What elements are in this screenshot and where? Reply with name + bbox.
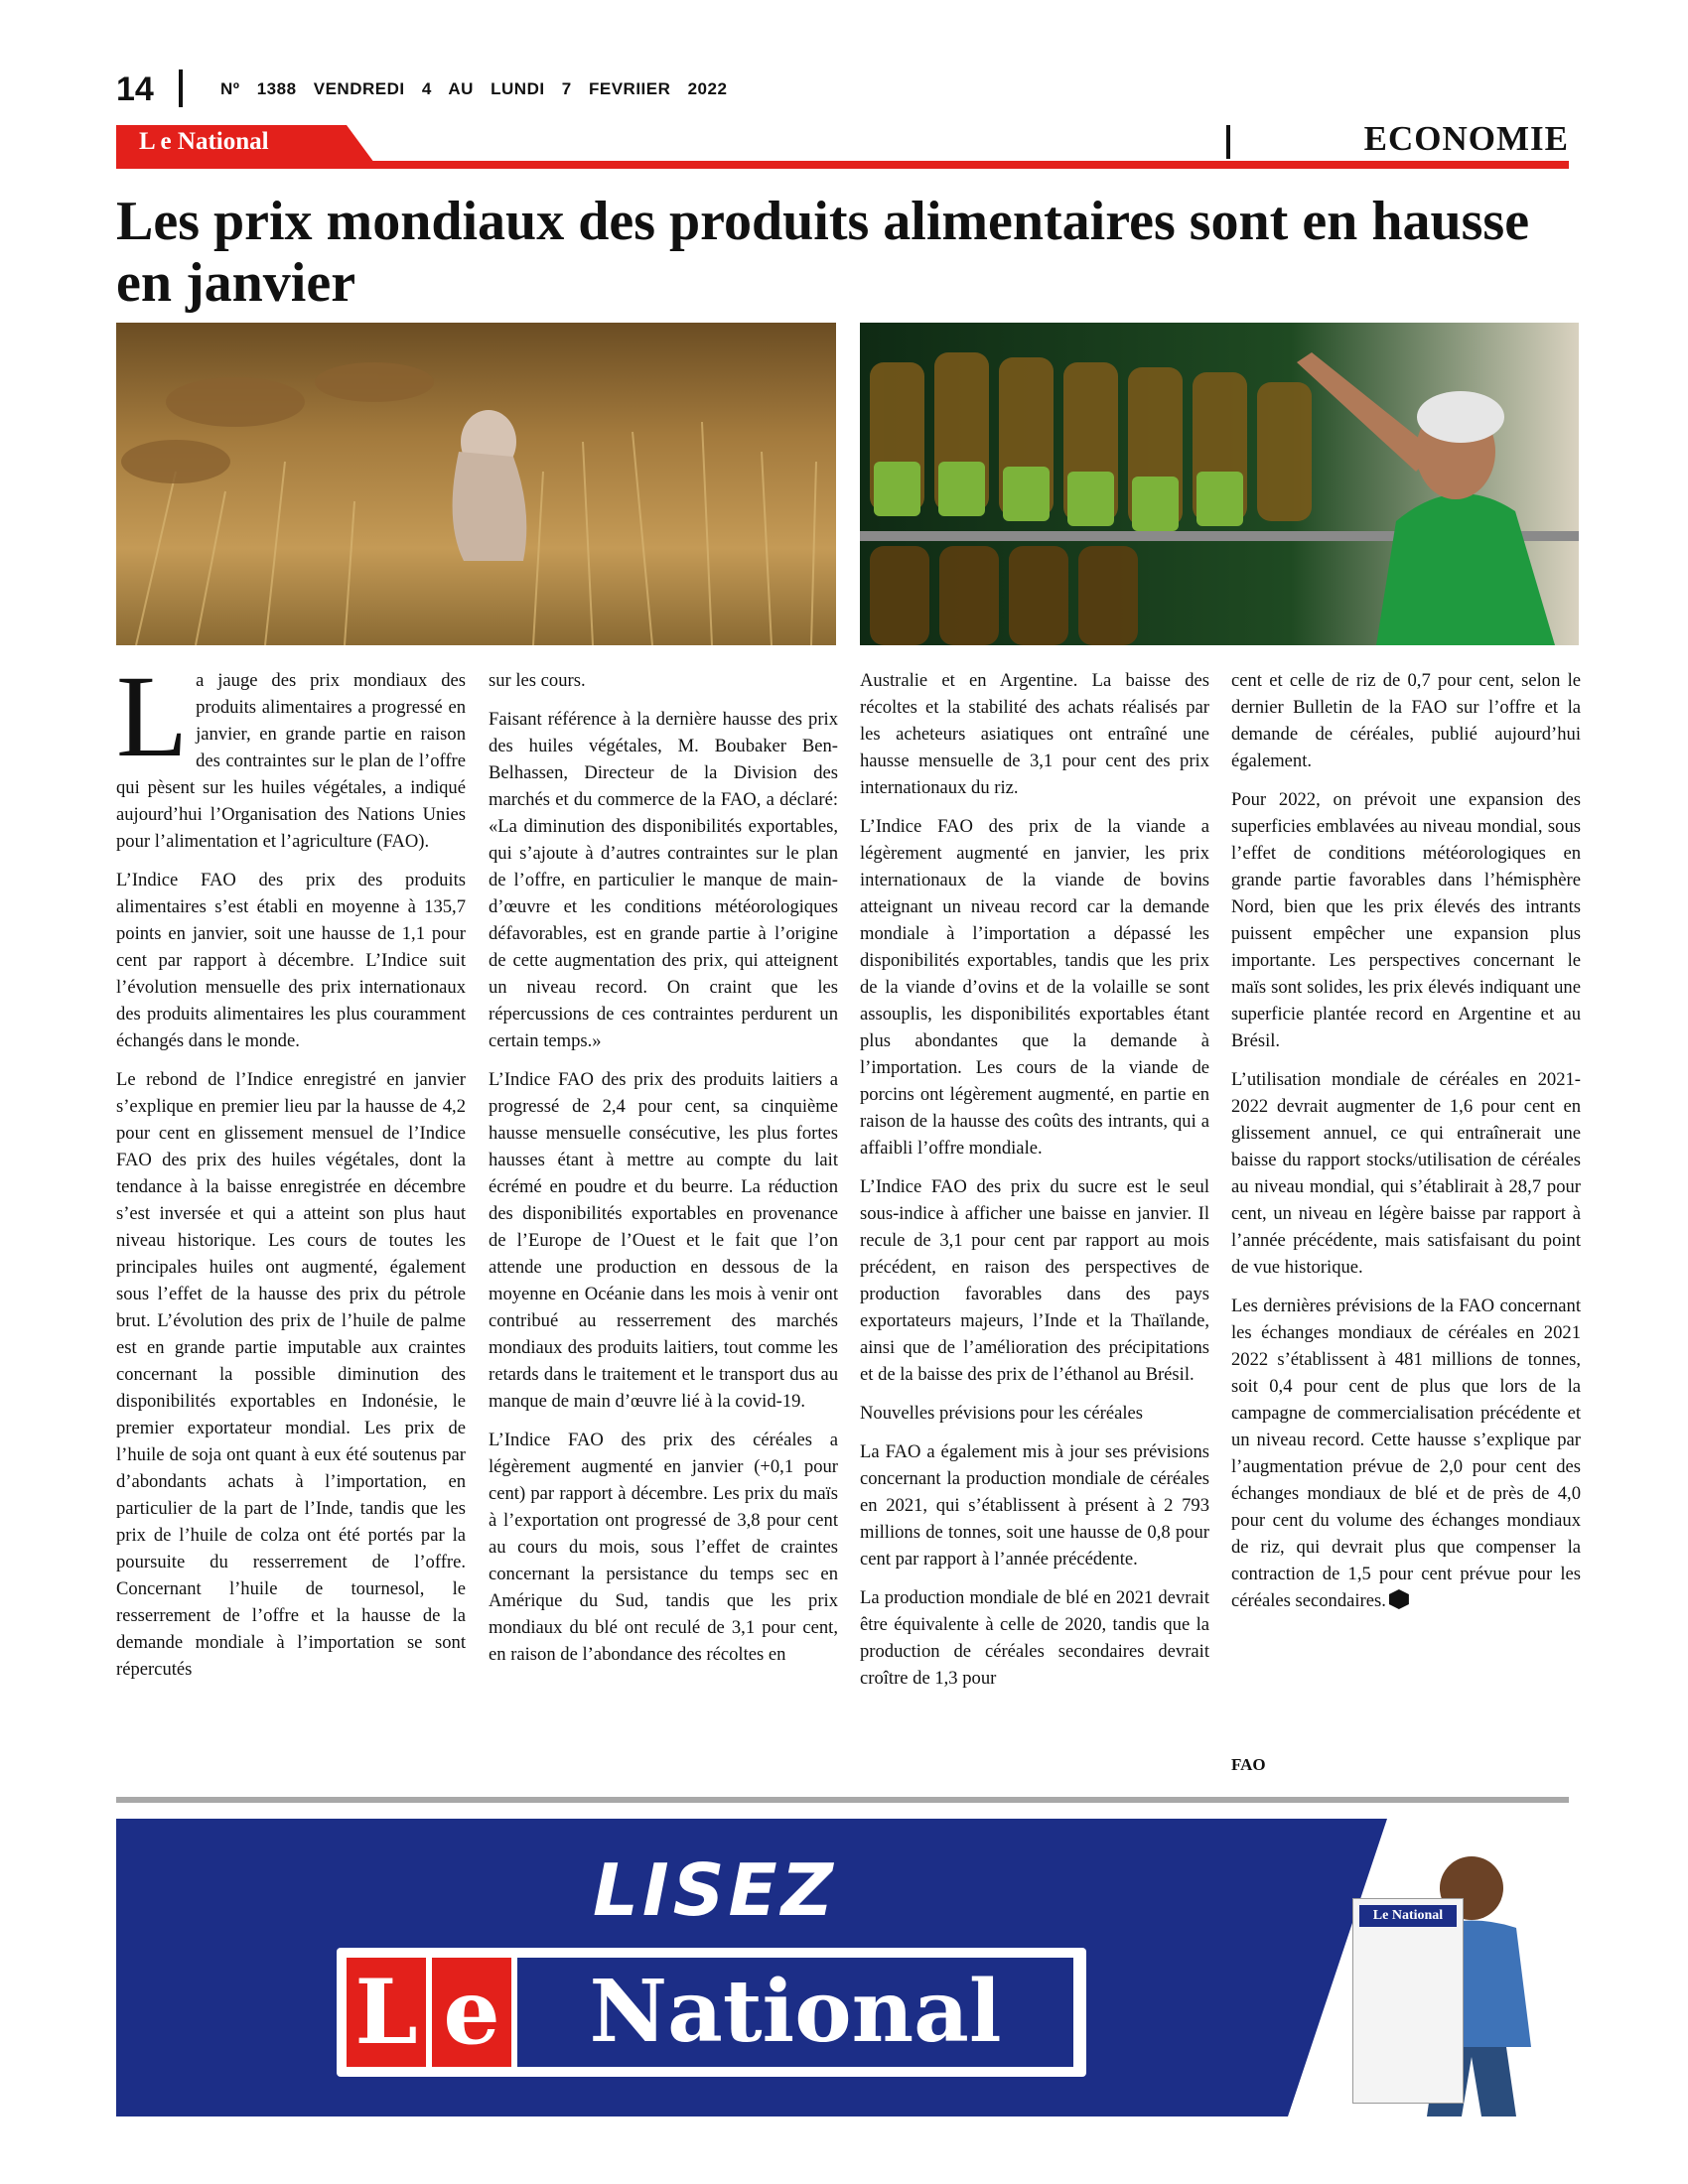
paragraph: L’Indice FAO des prix des produits alimentaires s’est établi en moyenne à 135,7 points en janvier, soit une hausse de 1,1 pour cent par rapport à décembre. L’Indice suit l’évolution mensuelle des prix internationaux des produits alimentaires les plus couramment échangés dans le monde. — [116, 870, 466, 1051]
paragraph: Pour 2022, on prévoit une expansion des superficies emblavées au niveau mondial, sous l’effet de conditions météorologiques en grande partie favorables dans l’hémisphère Nord, bien que les prix élevés des intrants puissent empêcher une expansion plus importante. Les perspectives concernant le maïs sont solides, les prix élevés indiquant une superficie plantée record en Argentine et au Brésil. — [1231, 789, 1581, 1051]
header-divider — [179, 69, 183, 107]
paragraph: La jauge des prix mondiaux des produits alimentaires a progressé en janvier, en grande partie en raison des contraintes sur le plan de l’offre qui pèsent sur les huiles végétales, a indiqué aujourd’hui l’Organisation des Nations Unies pour l’alimentation et l’agriculture (FAO). — [116, 651, 466, 852]
paragraph: L’Indice FAO des prix des céréales a légèrement augmenté en janvier (+0,1 pour cent) par rapport à décembre. Les prix du maïs à l’exportation ont progressé de 3,8 pour cent au cours du mois, sous l’effet de craintes concernant la persistance du temps sec en Amérique du Sud, tandis que les prix mondiaux du blé ont reculé de 3,1 pour cent, en raison de l’abondance des récoltes en — [489, 1430, 838, 1665]
section-divider — [1226, 125, 1230, 159]
ad-logo — [337, 1948, 1086, 2077]
paragraph: La production mondiale de blé en 2021 devrait être équivalente à celle de 2020, tandis que la production de céréales secondaires devrait croître de 1,3 pour — [860, 1587, 1209, 1689]
paragraph: L’Indice FAO des prix des produits laitiers a progressé de 2,4 pour cent, sa cinquième hausse mensuelle consécutive, les plus fortes hausses étant à mettre au compte du lait écrémé en poudre et du beurre. La réduction des disponibilités exportables en provenance de l’Europe de l’Ouest et le fait que l’on attende une production en dessous de la moyenne en Océanie dans les mois à venir ont contribué au resserrement des marchés mondiaux des produits laitiers, tout comme les retards dans le traitement et le transport dus au manque de main d’œuvre lié à la covid-19. — [489, 1069, 838, 1412]
paragraph: cent et celle de riz de 0,7 pour cent, selon le dernier Bulletin de la FAO sur l’offre et la demande de céréales, publié aujourd’hui également. — [1231, 670, 1581, 771]
paragraph: Le rebond de l’Indice enregistré en janvier s’explique en premier lieu par la hausse de 4,2 pour cent en glissement mensuel de l’Indice FAO des prix des huiles végétales, dont la tendance à la baisse enregistrée en décembre s’est inversée et qui a atteint son plus haut niveau historique. Les cours de toutes les principales huiles ont augmenté, également sous l’effet de la hausse des prix du pétrole brut. L’évolution des prix de l’huile de palme est en grande partie imputable aux craintes concernant la possible diminution des disponibilités exportables en Indonésie, le premier exportateur mondial. Les prix de l’huile de soja ont quant à eux été soutenus par d’abondants achats à l’importation, en particulier de la part de l’Inde, tandis que les prix de l’huile de colza ont été portés par la poursuite du resserrement de l’offre. Concernant l’huile de tournesol, le resserrement de l’offre et la hausse de la demande mondiale à l’importation se sont répercutés — [116, 1069, 466, 1680]
paragraph: Australie et en Argentine. La baisse des récoltes et la stabilité des achats réalisés par les acheteurs asiatiques ont entraîné une hausse mensuelle de 3,1 pour cent des prix internationaux du riz. — [860, 670, 1209, 798]
subheading: Nouvelles prévisions pour les céréales — [860, 1403, 1144, 1424]
ad-newspaper-masthead: Le National — [1359, 1905, 1457, 1927]
paragraph: L’Indice FAO des prix du sucre est le seul sous-indice à afficher une baisse en janvier. Il recule de 3,1 pour cent par rapport au mois précédent, en raison des perspectives de production favorables dans des pays exportateurs majeurs, l’Inde et la Thaïlande, ainsi que de l’amélioration des précipitations et de la baisse des prix de l’éthanol au Brésil. — [860, 1176, 1209, 1385]
paragraph: Faisant référence à la dernière hausse des prix des huiles végétales, M. Boubaker Ben-Belhassen, Directeur de la Division des marchés et du commerce de la FAO, a déclaré: «La diminution des disponibilités exportables, qui s’ajoute à d’autres contraintes sur le plan de l’offre, en particulier le manque de main-d’œuvre et les conditions météorologiques défavorables, est en grande partie à l’origine de cette augmentation des prix, qui atteignent un niveau record. On craint que les répercussions de ces contraintes perdurent un certain temps.» — [489, 709, 838, 1051]
wheat-field-photo — [116, 323, 836, 645]
ad-logo-e: e — [432, 1958, 511, 2067]
section-label: ECONOMIE — [1363, 119, 1569, 158]
ad-logo-l: L — [347, 1958, 426, 2067]
issue-date: Nº 1388 VENDREDI 4 AU LUNDI 7 FEVRIIER 2022 — [220, 79, 728, 98]
ad-logo-national: National — [517, 1958, 1073, 2067]
drop-cap: L — [116, 651, 189, 781]
header-rule — [116, 161, 1569, 169]
page-number: 14 — [116, 70, 154, 108]
article-column-3 — [860, 667, 1209, 1704]
article-signature: FAO — [1231, 1755, 1266, 1774]
ad-lisez-text: LISEZ — [593, 1848, 837, 1932]
article-title: Les prix mondiaux des produits alimentaires sont en hausse en janvier — [116, 191, 1530, 314]
paragraph: La FAO a également mis à jour ses prévisions concernant la production mondiale de céréales en 2021, qui s’établissent à présent à 2 793 millions de tonnes, soit une hausse de 0,8 pour cent par rapport à l’année précédente. — [860, 1441, 1209, 1570]
paragraph: L’utilisation mondiale de céréales en 2021-2022 devrait augmenter de 1,6 pour cent en glissement annuel, ce qui entraînerait une baisse du rapport stocks/utilisation de céréales au niveau mondial, qui s’établirait à 28,7 pour cent, un niveau en légère baisse par rapport à l’année précédente, mais satisfaisant du point de vue historique. — [1231, 1069, 1581, 1278]
paragraph: sur les cours. — [489, 670, 586, 691]
paragraph: L’Indice FAO des prix de la viande a légèrement augmenté en janvier, les prix internationaux de la viande de bovins atteignant un niveau record car la demande mondiale à l’importation a dépassé les disponibilités exportables, tandis que les prix de la viande d’ovins et de la volaille se sont assouplis, les disponibilités exportables étant plus abondantes que la demande à l’importation. Les cours de la viande de porcins ont légèrement augmenté, en partie en raison de la hausse des coûts des intrants, qui a affaibli l’offre mondiale. — [860, 816, 1209, 1159]
article-column-2 — [489, 667, 838, 1680]
footer-rule — [116, 1797, 1569, 1803]
ad-newspaper — [1352, 1898, 1464, 2104]
end-mark-icon — [1389, 1589, 1409, 1609]
article-column-4 — [1231, 667, 1581, 1626]
article-column-1 — [116, 651, 466, 1695]
advertisement-banner[interactable] — [116, 1819, 1569, 2116]
paragraph: Les dernières prévisions de la FAO concernant les échanges mondiaux de céréales en 2021 2022 s’établissent à 481 millions de tonnes, soit 0,4 pour cent de plus que lors de la campagne de commercialisation précédente et un niveau record. Cette hausse s’explique par l’augmentation prévue de 2,0 pour cent des échanges mondiaux de blé et de près de 4,0 pour cent du volume des échanges mondiaux de riz, qui devrait plus que compenser la contraction de 1,5 pour cent prévue pour les céréales secondaires. — [1231, 1296, 1581, 1611]
supermarket-oil-photo — [860, 323, 1579, 645]
brand-name: L e National — [139, 128, 269, 155]
